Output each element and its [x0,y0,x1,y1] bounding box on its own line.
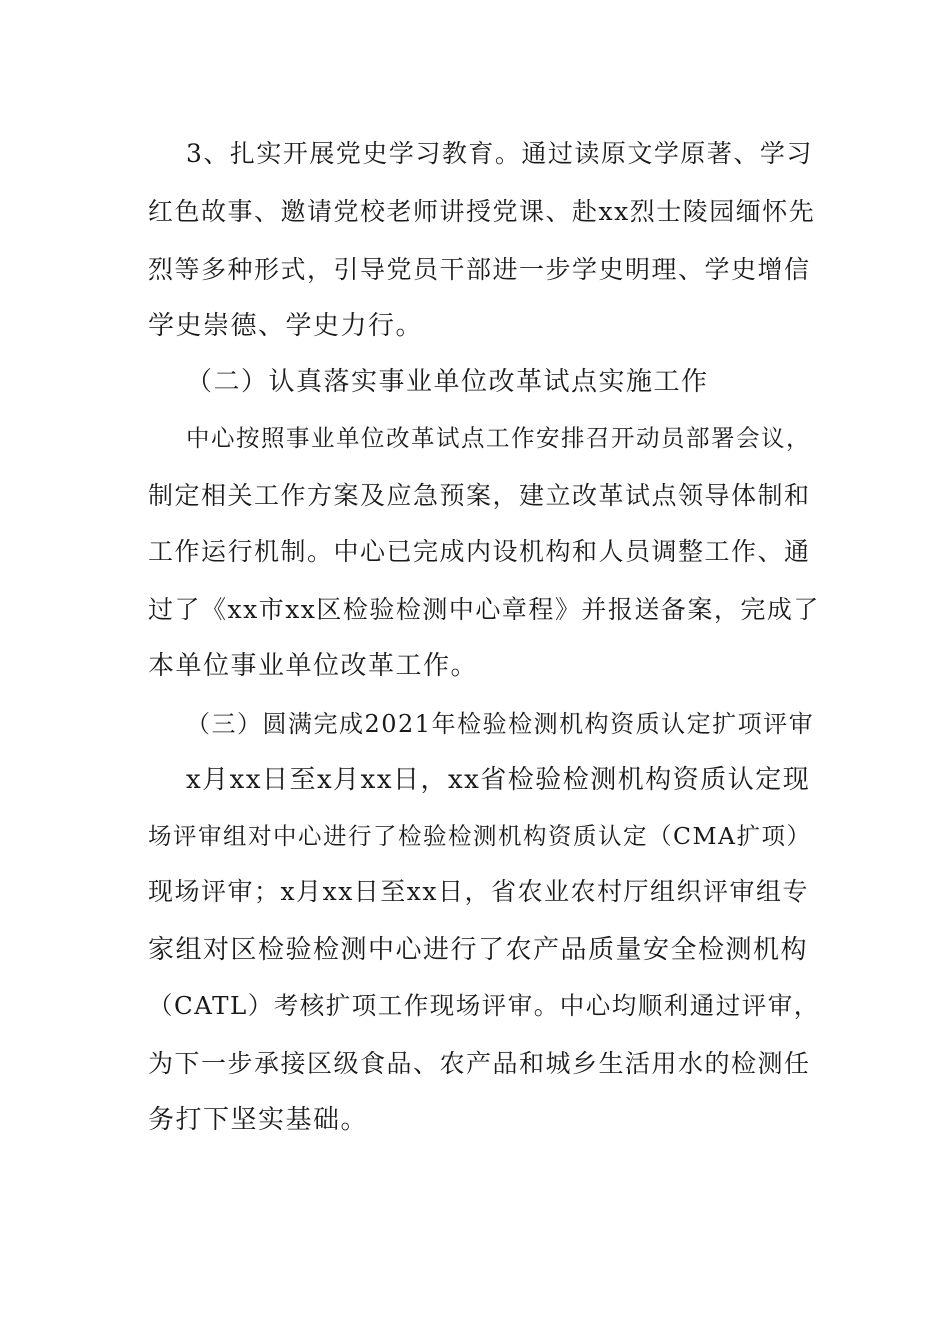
paragraph-3-line-1: x月xx日至x月xx日，xx省检验检测机构资质认定现 [186,765,811,795]
section-heading-2: （二）认真落实事业单位改革试点实施工作 [186,367,709,397]
paragraph-2-line-3: 工作运行机制。中心已完成内设机构和人员调整工作、通 [148,537,811,566]
paragraph-3-line-3: 现场评审；x月xx日至xx日，省农业农村厅组织评审组专 [148,877,809,906]
paragraph-3-line-6: 为下一步承接区级食品、农产品和城乡生活用水的检测任 [148,1049,811,1078]
paragraph-1-line-1: 3、扎实开展党史学习教育。通过读原文学原著、学习 [186,139,813,168]
paragraph-1-line-3: 烈等多种形式，引导党员干部进一步学史明理、学史增信 [148,255,811,284]
paragraph-2-line-2: 制定相关工作方案及应急预案，建立改革试点领导体制和 [148,481,811,510]
paragraph-3-line-4: 家组对区检验检测中心进行了农产品质量安全检测机构 [148,935,809,965]
paragraph-3-line-7: 务打下坚实基础。 [148,1105,369,1135]
paragraph-1-line-2: 红色故事、邀请党校老师讲授党课、赴xx烈士陵园缅怀先 [148,197,816,226]
paragraph-1-line-4: 学史崇德、学史力行。 [148,311,424,341]
paragraph-3-line-5: （CATL）考核扩项工作现场评审。中心均顺利通过评审， [148,991,820,1020]
section-heading-3: （三）圆满完成2021年检验检测机构资质认定扩项评审 [186,710,815,738]
paragraph-2-line-5: 本单位事业单位改革工作。 [148,651,479,681]
paragraph-2-line-1: 中心按照事业单位改革试点工作安排召开动员部署会议， [186,424,811,452]
paragraph-3-line-2: 场评审组对中心进行了检验检测机构资质认定（CMA扩项） [148,822,812,850]
paragraph-2-line-4: 过了《xx市xx区检验检测中心章程》并报送备案，完成了 [148,595,820,624]
